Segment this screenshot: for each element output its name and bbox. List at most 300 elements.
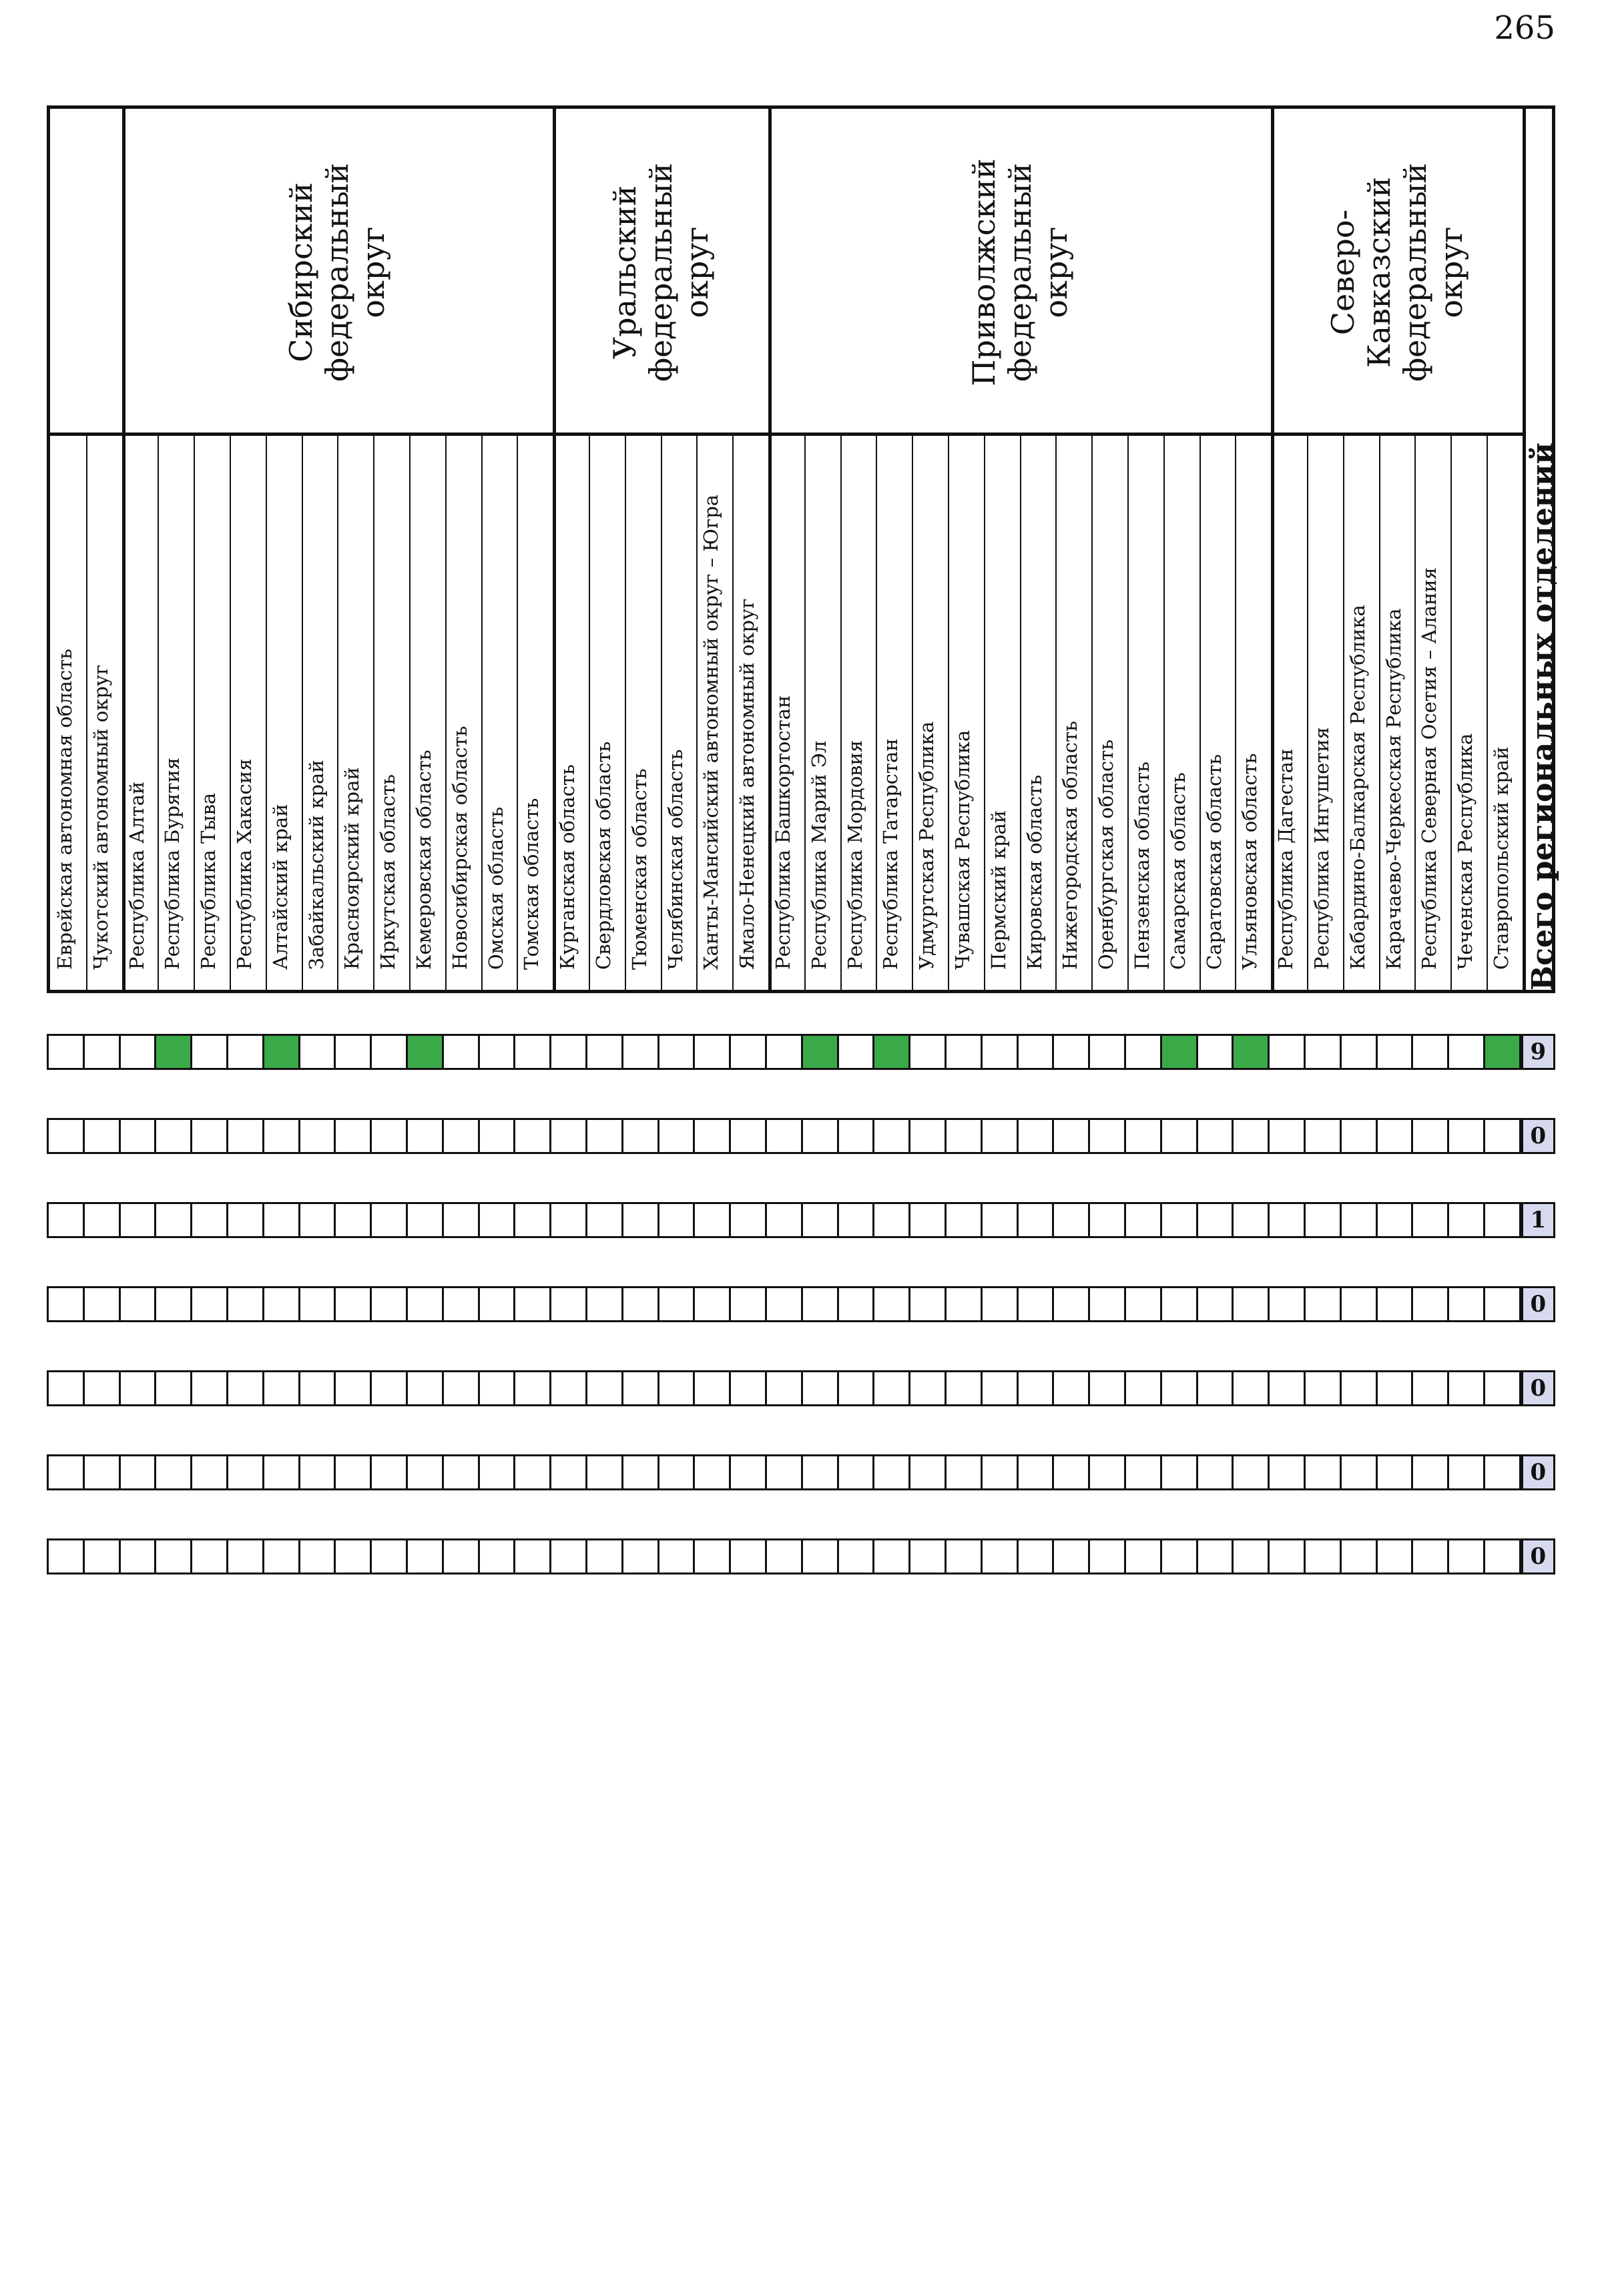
- empty-cell: [765, 1454, 803, 1490]
- empty-cell: [119, 1454, 157, 1490]
- empty-cell: [945, 1454, 983, 1490]
- empty-cell: [1411, 1118, 1449, 1154]
- empty-cell: [801, 1370, 839, 1406]
- row-total: 1: [1521, 1202, 1555, 1238]
- empty-cell: [1088, 1538, 1126, 1574]
- empty-cell: [837, 1370, 875, 1406]
- empty-cell: [154, 1454, 192, 1490]
- empty-cell: [729, 1454, 767, 1490]
- empty-cell: [442, 1454, 480, 1490]
- empty-cell: [478, 1118, 516, 1154]
- empty-cell: [1340, 1286, 1378, 1322]
- column-divider: [1487, 436, 1488, 990]
- empty-cell: [1447, 1370, 1485, 1406]
- column-divider: [1414, 436, 1416, 990]
- empty-cell: [513, 1370, 551, 1406]
- empty-cell: [334, 1454, 372, 1490]
- empty-cell: [621, 1118, 659, 1154]
- region-label: Самарская область: [1166, 772, 1189, 970]
- column-divider: [337, 436, 338, 990]
- column-divider: [302, 436, 303, 990]
- region-label: Еврейская автономная область: [53, 648, 76, 970]
- column-divider: [840, 436, 842, 990]
- column-divider: [86, 436, 87, 990]
- empty-cell: [981, 1538, 1019, 1574]
- empty-cell: [1483, 1286, 1521, 1322]
- empty-cell: [1052, 1034, 1090, 1070]
- empty-cell: [1196, 1370, 1234, 1406]
- row-total: 9: [1521, 1034, 1555, 1070]
- empty-cell: [1340, 1370, 1378, 1406]
- row-total: 0: [1521, 1538, 1555, 1574]
- empty-cell: [1268, 1202, 1306, 1238]
- empty-cell: [83, 1370, 121, 1406]
- empty-cell: [585, 1454, 623, 1490]
- empty-cell: [1160, 1118, 1198, 1154]
- empty-cell: [1052, 1370, 1090, 1406]
- region-label: Республика Алтай: [125, 781, 148, 970]
- empty-cell: [981, 1370, 1019, 1406]
- empty-cell: [621, 1202, 659, 1238]
- empty-cell: [119, 1034, 157, 1070]
- table-row: [47, 1370, 1555, 1406]
- empty-cell: [1160, 1538, 1198, 1574]
- empty-cell: [1304, 1118, 1342, 1154]
- region-label: Пермский край: [987, 810, 1010, 970]
- empty-cell: [1304, 1538, 1342, 1574]
- empty-cell: [83, 1286, 121, 1322]
- page-number: 265: [1494, 9, 1555, 47]
- empty-cell: [1052, 1286, 1090, 1322]
- empty-cell: [1196, 1454, 1234, 1490]
- empty-cell: [1447, 1118, 1485, 1154]
- empty-cell: [1160, 1370, 1198, 1406]
- region-label: Иркутская область: [376, 774, 400, 970]
- district-label: Сибирский федеральный округ: [283, 163, 392, 382]
- empty-cell: [226, 1202, 264, 1238]
- column-divider: [1020, 436, 1021, 990]
- column-divider: [230, 436, 231, 990]
- empty-cell: [83, 1202, 121, 1238]
- column-divider: [1235, 436, 1236, 990]
- empty-cell: [693, 1118, 731, 1154]
- region-label: Республика Ингушетия: [1310, 727, 1333, 970]
- empty-cell: [47, 1454, 85, 1490]
- region-label: Чеченская Республика: [1454, 733, 1477, 970]
- empty-cell: [298, 1118, 336, 1154]
- empty-cell: [837, 1286, 875, 1322]
- empty-cell: [657, 1118, 696, 1154]
- region-label: Свердловская область: [591, 741, 615, 970]
- empty-cell: [406, 1454, 444, 1490]
- empty-cell: [478, 1202, 516, 1238]
- empty-cell: [1232, 1538, 1270, 1574]
- empty-cell: [693, 1454, 731, 1490]
- column-divider: [409, 436, 411, 990]
- empty-cell: [298, 1454, 336, 1490]
- empty-cell: [765, 1538, 803, 1574]
- empty-cell: [370, 1286, 408, 1322]
- marked-cell: [872, 1034, 910, 1070]
- region-label: Томская область: [520, 798, 543, 970]
- column-divider: [1127, 436, 1129, 990]
- empty-cell: [1340, 1118, 1378, 1154]
- empty-cell: [908, 1286, 947, 1322]
- region-label: Оренбургская область: [1095, 740, 1118, 970]
- empty-cell: [226, 1538, 264, 1574]
- empty-cell: [442, 1286, 480, 1322]
- column-divider: [266, 436, 267, 990]
- empty-cell: [729, 1118, 767, 1154]
- region-label: Удмуртская Республика: [915, 721, 939, 970]
- district-label: Северо- Кавказский федеральный округ: [1324, 163, 1469, 382]
- region-label: Нижегородская область: [1059, 721, 1082, 970]
- empty-cell: [119, 1538, 157, 1574]
- empty-cell: [47, 1286, 85, 1322]
- empty-cell: [406, 1202, 444, 1238]
- empty-cell: [801, 1454, 839, 1490]
- empty-cell: [1196, 1034, 1234, 1070]
- empty-cell: [1232, 1454, 1270, 1490]
- empty-cell: [298, 1370, 336, 1406]
- empty-cell: [262, 1118, 300, 1154]
- empty-cell: [190, 1538, 228, 1574]
- empty-cell: [154, 1538, 192, 1574]
- empty-cell: [1483, 1454, 1521, 1490]
- region-label: Ставропольский край: [1489, 746, 1513, 970]
- empty-cell: [1268, 1454, 1306, 1490]
- empty-cell: [837, 1118, 875, 1154]
- empty-cell: [334, 1370, 372, 1406]
- empty-cell: [226, 1286, 264, 1322]
- column-divider: [589, 436, 590, 990]
- empty-cell: [370, 1370, 408, 1406]
- empty-cell: [801, 1202, 839, 1238]
- column-divider: [804, 436, 806, 990]
- empty-cell: [1447, 1202, 1485, 1238]
- row-total: 0: [1521, 1370, 1555, 1406]
- empty-cell: [981, 1202, 1019, 1238]
- empty-cell: [1196, 1202, 1234, 1238]
- empty-cell: [801, 1538, 839, 1574]
- empty-cell: [693, 1202, 731, 1238]
- column-divider: [1163, 436, 1165, 990]
- region-label: Ямало-Ненецкий автономный округ: [736, 598, 759, 970]
- region-label: Саратовская область: [1202, 754, 1226, 970]
- region-label: Республика Татарстан: [879, 738, 902, 970]
- empty-cell: [1447, 1454, 1485, 1490]
- empty-cell: [406, 1286, 444, 1322]
- empty-cell: [83, 1118, 121, 1154]
- empty-cell: [1376, 1538, 1414, 1574]
- empty-cell: [585, 1034, 623, 1070]
- empty-cell: [585, 1538, 623, 1574]
- empty-cell: [370, 1034, 408, 1070]
- empty-cell: [1052, 1202, 1090, 1238]
- empty-cell: [945, 1202, 983, 1238]
- column-divider: [373, 436, 374, 990]
- empty-cell: [585, 1370, 623, 1406]
- empty-cell: [334, 1202, 372, 1238]
- empty-cell: [1124, 1118, 1162, 1154]
- empty-cell: [729, 1034, 767, 1070]
- empty-cell: [765, 1370, 803, 1406]
- marked-cell: [1483, 1034, 1521, 1070]
- empty-cell: [1232, 1286, 1270, 1322]
- empty-cell: [1052, 1538, 1090, 1574]
- table-row: [47, 1202, 1555, 1238]
- empty-cell: [1304, 1370, 1342, 1406]
- empty-cell: [478, 1454, 516, 1490]
- empty-cell: [1411, 1034, 1449, 1070]
- region-label: Алтайский край: [268, 804, 292, 970]
- empty-cell: [478, 1538, 516, 1574]
- empty-cell: [513, 1454, 551, 1490]
- marked-cell: [154, 1034, 192, 1070]
- empty-cell: [1088, 1118, 1126, 1154]
- empty-cell: [298, 1202, 336, 1238]
- empty-cell: [621, 1370, 659, 1406]
- empty-cell: [657, 1034, 696, 1070]
- region-label: Кемеровская область: [412, 750, 435, 970]
- empty-cell: [1268, 1118, 1306, 1154]
- empty-cell: [1017, 1286, 1055, 1322]
- empty-cell: [442, 1118, 480, 1154]
- empty-cell: [47, 1034, 85, 1070]
- empty-cell: [262, 1370, 300, 1406]
- column-divider: [1307, 436, 1308, 990]
- empty-cell: [83, 1454, 121, 1490]
- region-label: Чукотский автономный округ: [89, 664, 112, 970]
- empty-cell: [442, 1202, 480, 1238]
- region-label: Республика Марий Эл: [807, 740, 830, 970]
- empty-cell: [908, 1538, 947, 1574]
- empty-cell: [1017, 1538, 1055, 1574]
- empty-cell: [945, 1370, 983, 1406]
- column-divider: [158, 436, 159, 990]
- empty-cell: [1268, 1034, 1306, 1070]
- empty-cell: [908, 1370, 947, 1406]
- region-label: Ханты-Мансийский автономный округ – Югра: [700, 494, 723, 970]
- column-divider: [1055, 436, 1057, 990]
- region-label: Красноярский край: [340, 767, 364, 970]
- empty-cell: [1340, 1538, 1378, 1574]
- marked-cell: [406, 1034, 444, 1070]
- empty-cell: [621, 1034, 659, 1070]
- empty-cell: [1160, 1286, 1198, 1322]
- empty-cell: [370, 1538, 408, 1574]
- empty-cell: [1196, 1538, 1234, 1574]
- empty-cell: [1268, 1370, 1306, 1406]
- table-row: [47, 1118, 1555, 1154]
- empty-cell: [190, 1454, 228, 1490]
- empty-cell: [190, 1034, 228, 1070]
- empty-cell: [406, 1538, 444, 1574]
- empty-cell: [226, 1370, 264, 1406]
- empty-cell: [1483, 1538, 1521, 1574]
- region-label: Пензенская область: [1130, 762, 1153, 970]
- table-row: [47, 1286, 1555, 1322]
- empty-cell: [657, 1370, 696, 1406]
- column-divider: [1379, 436, 1380, 990]
- empty-cell: [945, 1034, 983, 1070]
- empty-cell: [1340, 1034, 1378, 1070]
- region-label: Кировская область: [1023, 775, 1046, 970]
- empty-cell: [1483, 1202, 1521, 1238]
- region-label: Республика Дагестан: [1274, 748, 1298, 970]
- empty-cell: [83, 1034, 121, 1070]
- empty-cell: [1340, 1454, 1378, 1490]
- empty-cell: [513, 1286, 551, 1322]
- empty-cell: [262, 1538, 300, 1574]
- empty-cell: [1376, 1454, 1414, 1490]
- empty-cell: [83, 1538, 121, 1574]
- empty-cell: [765, 1034, 803, 1070]
- empty-cell: [1017, 1370, 1055, 1406]
- region-label: Республика Бурятия: [161, 757, 184, 970]
- empty-cell: [1196, 1118, 1234, 1154]
- empty-cell: [549, 1202, 587, 1238]
- column-divider: [194, 436, 195, 990]
- empty-cell: [981, 1118, 1019, 1154]
- empty-cell: [513, 1118, 551, 1154]
- marked-cell: [1232, 1034, 1270, 1070]
- empty-cell: [1232, 1118, 1270, 1154]
- region-label: Курганская область: [556, 764, 579, 970]
- region-label: Тюменская область: [627, 768, 651, 970]
- row-total: 0: [1521, 1454, 1555, 1490]
- empty-cell: [478, 1370, 516, 1406]
- empty-cell: [729, 1202, 767, 1238]
- empty-cell: [262, 1202, 300, 1238]
- empty-cell: [442, 1370, 480, 1406]
- column-divider: [984, 436, 985, 990]
- empty-cell: [1124, 1454, 1162, 1490]
- empty-cell: [693, 1034, 731, 1070]
- empty-cell: [1447, 1538, 1485, 1574]
- region-label: Республика Мордовия: [843, 740, 866, 970]
- empty-cell: [657, 1454, 696, 1490]
- empty-cell: [190, 1286, 228, 1322]
- column-divider: [876, 436, 877, 990]
- empty-cell: [406, 1370, 444, 1406]
- empty-cell: [549, 1454, 587, 1490]
- empty-cell: [693, 1370, 731, 1406]
- region-label: Республика Хакасия: [232, 758, 256, 970]
- empty-cell: [945, 1286, 983, 1322]
- empty-cell: [837, 1454, 875, 1490]
- empty-cell: [1376, 1370, 1414, 1406]
- empty-cell: [154, 1202, 192, 1238]
- empty-cell: [1196, 1286, 1234, 1322]
- empty-cell: [154, 1118, 192, 1154]
- empty-cell: [908, 1454, 947, 1490]
- empty-cell: [1483, 1118, 1521, 1154]
- region-label: Ульяновская область: [1238, 753, 1262, 970]
- empty-cell: [981, 1454, 1019, 1490]
- empty-cell: [1124, 1286, 1162, 1322]
- empty-cell: [908, 1202, 947, 1238]
- empty-cell: [334, 1118, 372, 1154]
- empty-cell: [513, 1538, 551, 1574]
- empty-cell: [657, 1538, 696, 1574]
- empty-cell: [729, 1538, 767, 1574]
- empty-cell: [1483, 1370, 1521, 1406]
- empty-cell: [585, 1202, 623, 1238]
- empty-cell: [765, 1118, 803, 1154]
- empty-cell: [406, 1118, 444, 1154]
- empty-cell: [872, 1118, 910, 1154]
- empty-cell: [190, 1118, 228, 1154]
- column-divider: [1343, 436, 1344, 990]
- empty-cell: [549, 1286, 587, 1322]
- empty-cell: [334, 1286, 372, 1322]
- table-row: [47, 1034, 1555, 1070]
- empty-cell: [1304, 1454, 1342, 1490]
- table-row: [47, 1538, 1555, 1574]
- empty-cell: [1232, 1202, 1270, 1238]
- empty-cell: [154, 1286, 192, 1322]
- table-row: [47, 1454, 1555, 1490]
- empty-cell: [1088, 1034, 1126, 1070]
- empty-cell: [1447, 1034, 1485, 1070]
- empty-cell: [837, 1034, 875, 1070]
- district-divider: [122, 109, 125, 990]
- empty-cell: [47, 1370, 85, 1406]
- empty-cell: [1160, 1454, 1198, 1490]
- empty-cell: [226, 1034, 264, 1070]
- empty-cell: [945, 1538, 983, 1574]
- empty-cell: [226, 1118, 264, 1154]
- empty-cell: [908, 1118, 947, 1154]
- marked-cell: [262, 1034, 300, 1070]
- empty-cell: [621, 1454, 659, 1490]
- empty-cell: [908, 1034, 947, 1070]
- empty-cell: [478, 1034, 516, 1070]
- empty-cell: [1160, 1202, 1198, 1238]
- empty-cell: [872, 1454, 910, 1490]
- empty-cell: [657, 1202, 696, 1238]
- empty-cell: [119, 1286, 157, 1322]
- empty-cell: [549, 1118, 587, 1154]
- empty-cell: [262, 1286, 300, 1322]
- column-divider: [696, 436, 698, 990]
- district-label: Уральский федеральный округ: [606, 163, 715, 382]
- empty-cell: [190, 1370, 228, 1406]
- empty-cell: [370, 1202, 408, 1238]
- empty-cell: [1232, 1370, 1270, 1406]
- empty-cell: [1088, 1286, 1126, 1322]
- column-divider: [1199, 436, 1201, 990]
- empty-cell: [1017, 1118, 1055, 1154]
- empty-cell: [298, 1538, 336, 1574]
- empty-cell: [154, 1370, 192, 1406]
- region-label: Чувашская Республика: [951, 730, 974, 970]
- empty-cell: [621, 1286, 659, 1322]
- empty-cell: [119, 1370, 157, 1406]
- region-label: Карачаево-Черкесская Республика: [1382, 608, 1405, 970]
- column-divider: [625, 436, 626, 990]
- empty-cell: [1411, 1202, 1449, 1238]
- empty-cell: [1052, 1118, 1090, 1154]
- empty-cell: [1124, 1538, 1162, 1574]
- empty-cell: [765, 1202, 803, 1238]
- empty-cell: [442, 1034, 480, 1070]
- empty-cell: [1304, 1202, 1342, 1238]
- empty-cell: [442, 1538, 480, 1574]
- empty-cell: [585, 1286, 623, 1322]
- region-label: Омская область: [484, 806, 507, 970]
